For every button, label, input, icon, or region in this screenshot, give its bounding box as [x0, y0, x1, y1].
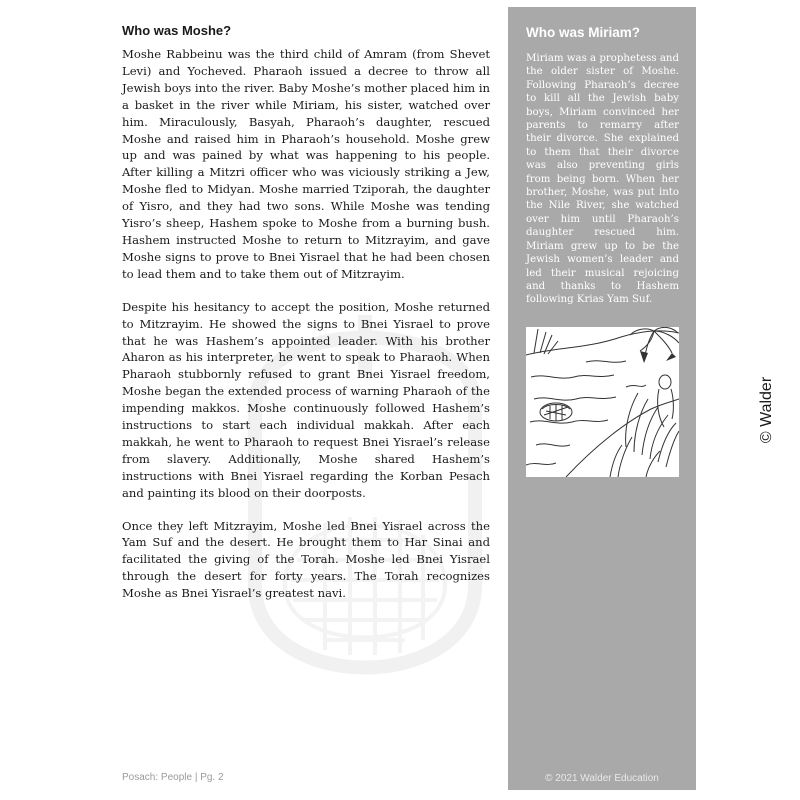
main-paragraph: Once they left Mitzrayim, Moshe led Bnei Yisrael across the Yam Suf and the desert. He brought them to Har Sinai and facilitated the giving of the Torah. Moshe led Bnei Yisrael through the desert for forty years. The Torah recognizes Moshe as Bnei Yisrael’s greatest navi. — [122, 518, 490, 601]
sidebar-panel — [508, 7, 696, 790]
nile-basket-illustration-icon — [526, 327, 679, 477]
page-footer: Posach: People | Pg. 2 — [122, 772, 224, 783]
main-heading: Who was Moshe? — [122, 23, 232, 38]
main-paragraph: Despite his hesitancy to accept the position, Moshe returned to Mitzrayim. He showed the signs to Bnei Yisrael to prove that he was Hashem’s appointed leader. With his brother Aharon as his interpreter, he went to speak to Pharaoh. When Pharaoh stubbornly refused to grant Bnei Yisrael freedom, Moshe began the extended process of warning Pharaoh of the impending makkos. Moshe continuously followed Hashem’s instructions to start each individual makkah. After each makkah, he went to Pharaoh to request Bnei Yisrael’s release from slavery. Additionally, Moshe shared Hashem’s instructions with Bnei Yisrael regarding the Korban Pesach and painting its blood on their doorposts. — [122, 299, 490, 500]
vertical-credit: © Walder — [758, 376, 775, 444]
copyright-text: © 2021 Walder Education — [545, 773, 659, 784]
main-paragraph: Moshe Rabbeinu was the third child of Amram (from Shevet Levi) and Yocheved. Pharaoh issued a decree to throw all Jewish boys into the river. Baby Moshe’s mother placed him in a basket in the river while Miriam, his sister, watched over him. Miraculously, Basyah, Pharaoh’s daughter, rescued Moshe and raised him in Pharaoh’s household. Moshe grew up and was pained by what was happening to his people. After killing a Mitzri officer who was viciously striking a Jew, Moshe fled to Midyan. Moshe married Tziporah, the daughter of Yisro, and they had two sons. While Moshe was tending Yisro’s sheep, Hashem spoke to Moshe from a burning bush. Hashem instructed Moshe to return to Mitzrayim, and gave Moshe signs to prove to Bnei Yisrael that he had been chosen to lead them and to take them out of Mitzrayim. — [122, 47, 490, 281]
sidebar-heading: Who was Miriam? — [526, 25, 641, 40]
sidebar-text: Miriam was a prophetess and the older sister of Moshe. Following Pharaoh’s decree to kill all the Jewish baby boys, Miriam convinced her parents to remarry after their divorce. She explained to them that their divorce was also preventing girls from being born. When her brother, Moshe, was put into the Nile River, she watched over him until Pharaoh’s daughter rescued him. Miriam grew up to be the Jewish women’s leader and led their musical rejoicing and thanks to Hashem following Krias Yam Suf. — [526, 53, 679, 306]
main-article — [122, 22, 490, 618]
